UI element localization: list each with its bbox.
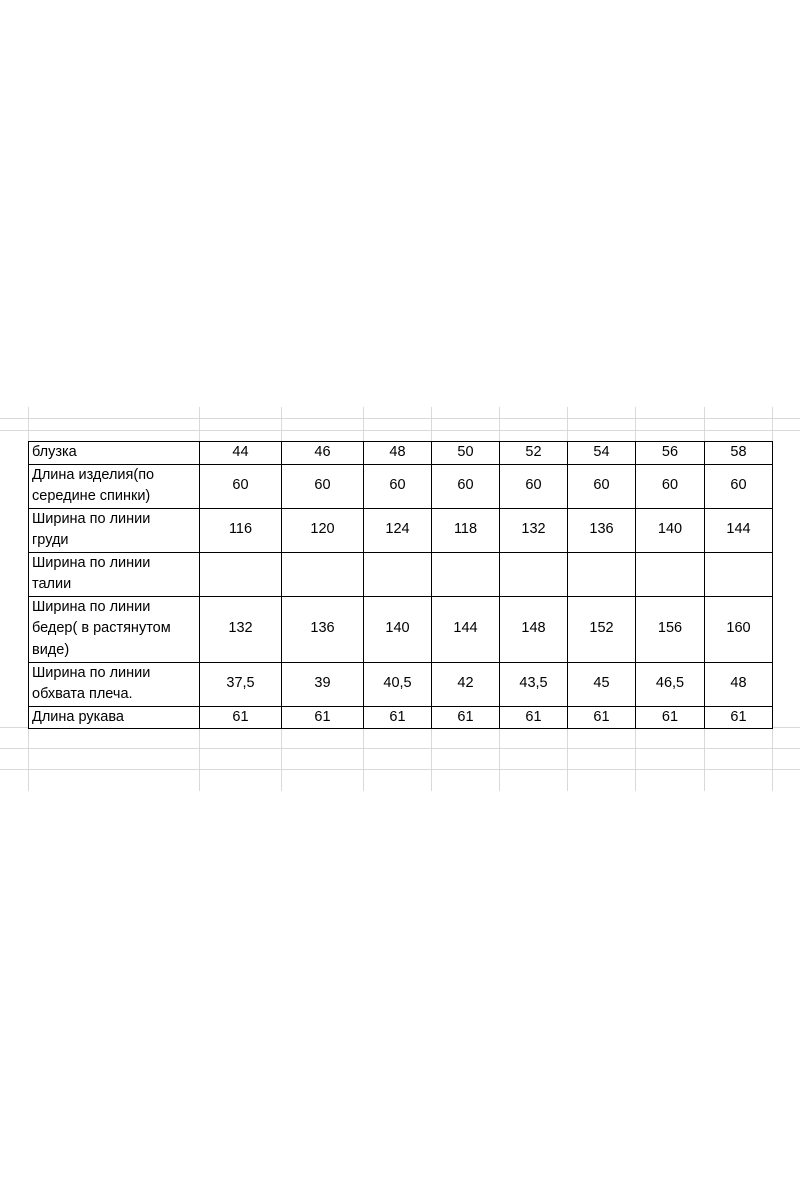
measurement-value-cell[interactable] bbox=[200, 552, 282, 596]
table-row bbox=[29, 706, 773, 729]
measurement-value-cell[interactable]: 60 bbox=[200, 464, 282, 508]
measurement-value-cell[interactable]: 61 bbox=[282, 706, 364, 729]
measurement-value-cell[interactable]: 46,5 bbox=[636, 662, 705, 706]
measurement-value-cell[interactable]: 132 bbox=[500, 508, 568, 552]
gridline bbox=[0, 748, 800, 749]
table-header-row bbox=[29, 442, 773, 465]
size-cell[interactable]: 54 bbox=[568, 442, 636, 465]
table-row bbox=[29, 464, 773, 508]
product-name-cell[interactable]: блузка bbox=[29, 442, 200, 465]
measurement-value-cell[interactable]: 156 bbox=[636, 596, 705, 662]
measurement-value-cell[interactable]: 61 bbox=[568, 706, 636, 729]
measurement-value-cell[interactable]: 144 bbox=[705, 508, 773, 552]
measurement-value-cell[interactable]: 45 bbox=[568, 662, 636, 706]
measurement-value-cell[interactable]: 152 bbox=[568, 596, 636, 662]
gridline bbox=[0, 418, 800, 419]
table-row bbox=[29, 552, 773, 596]
measurement-value-cell[interactable]: 116 bbox=[200, 508, 282, 552]
measurement-value-cell[interactable] bbox=[282, 552, 364, 596]
measurement-value-cell[interactable] bbox=[364, 552, 432, 596]
measurement-value-cell[interactable]: 144 bbox=[432, 596, 500, 662]
measurement-value-cell[interactable]: 40,5 bbox=[364, 662, 432, 706]
measurement-value-cell[interactable]: 136 bbox=[282, 596, 364, 662]
measurement-value-cell[interactable] bbox=[636, 552, 705, 596]
measurement-value-cell[interactable]: 140 bbox=[364, 596, 432, 662]
measurement-value-cell[interactable]: 39 bbox=[282, 662, 364, 706]
size-chart-table bbox=[28, 441, 773, 729]
measurement-label-cell[interactable]: Ширина по линии талии bbox=[29, 552, 200, 596]
measurement-value-cell[interactable]: 132 bbox=[200, 596, 282, 662]
measurement-value-cell[interactable]: 61 bbox=[364, 706, 432, 729]
measurement-value-cell[interactable]: 148 bbox=[500, 596, 568, 662]
measurement-value-cell[interactable]: 61 bbox=[200, 706, 282, 729]
measurement-value-cell[interactable]: 61 bbox=[500, 706, 568, 729]
measurement-value-cell[interactable]: 42 bbox=[432, 662, 500, 706]
table-row bbox=[29, 662, 773, 706]
measurement-value-cell[interactable]: 60 bbox=[705, 464, 773, 508]
gridline bbox=[0, 769, 800, 770]
measurement-label-cell[interactable]: Ширина по линии груди bbox=[29, 508, 200, 552]
table-row bbox=[29, 596, 773, 662]
size-cell[interactable]: 50 bbox=[432, 442, 500, 465]
size-cell[interactable]: 46 bbox=[282, 442, 364, 465]
size-cell[interactable]: 52 bbox=[500, 442, 568, 465]
measurement-value-cell[interactable]: 120 bbox=[282, 508, 364, 552]
measurement-label-cell[interactable]: Длина рукава bbox=[29, 706, 200, 729]
measurement-value-cell[interactable]: 160 bbox=[705, 596, 773, 662]
size-cell[interactable]: 48 bbox=[364, 442, 432, 465]
measurement-value-cell[interactable]: 118 bbox=[432, 508, 500, 552]
measurement-value-cell[interactable]: 43,5 bbox=[500, 662, 568, 706]
measurement-value-cell[interactable]: 124 bbox=[364, 508, 432, 552]
measurement-value-cell[interactable] bbox=[500, 552, 568, 596]
measurement-label-cell[interactable]: Длина изделия(по середине спинки) bbox=[29, 464, 200, 508]
table-row bbox=[29, 508, 773, 552]
size-cell[interactable]: 44 bbox=[200, 442, 282, 465]
measurement-value-cell[interactable] bbox=[432, 552, 500, 596]
measurement-value-cell[interactable]: 60 bbox=[568, 464, 636, 508]
gridline bbox=[0, 430, 800, 431]
measurement-value-cell[interactable] bbox=[568, 552, 636, 596]
measurement-value-cell[interactable]: 61 bbox=[705, 706, 773, 729]
measurement-value-cell[interactable]: 48 bbox=[705, 662, 773, 706]
measurement-value-cell[interactable]: 60 bbox=[432, 464, 500, 508]
measurement-value-cell[interactable]: 60 bbox=[282, 464, 364, 508]
measurement-value-cell[interactable]: 60 bbox=[500, 464, 568, 508]
measurement-value-cell[interactable]: 136 bbox=[568, 508, 636, 552]
measurement-value-cell[interactable] bbox=[705, 552, 773, 596]
measurement-label-cell[interactable]: Ширина по линии бедер( в растянутом виде) bbox=[29, 596, 200, 662]
measurement-value-cell[interactable]: 140 bbox=[636, 508, 705, 552]
size-cell[interactable]: 56 bbox=[636, 442, 705, 465]
measurement-value-cell[interactable]: 61 bbox=[432, 706, 500, 729]
measurement-value-cell[interactable]: 37,5 bbox=[200, 662, 282, 706]
measurement-value-cell[interactable]: 61 bbox=[636, 706, 705, 729]
measurement-value-cell[interactable]: 60 bbox=[636, 464, 705, 508]
measurement-value-cell[interactable]: 60 bbox=[364, 464, 432, 508]
measurement-label-cell[interactable]: Ширина по линии обхвата плеча. bbox=[29, 662, 200, 706]
size-cell[interactable]: 58 bbox=[705, 442, 773, 465]
